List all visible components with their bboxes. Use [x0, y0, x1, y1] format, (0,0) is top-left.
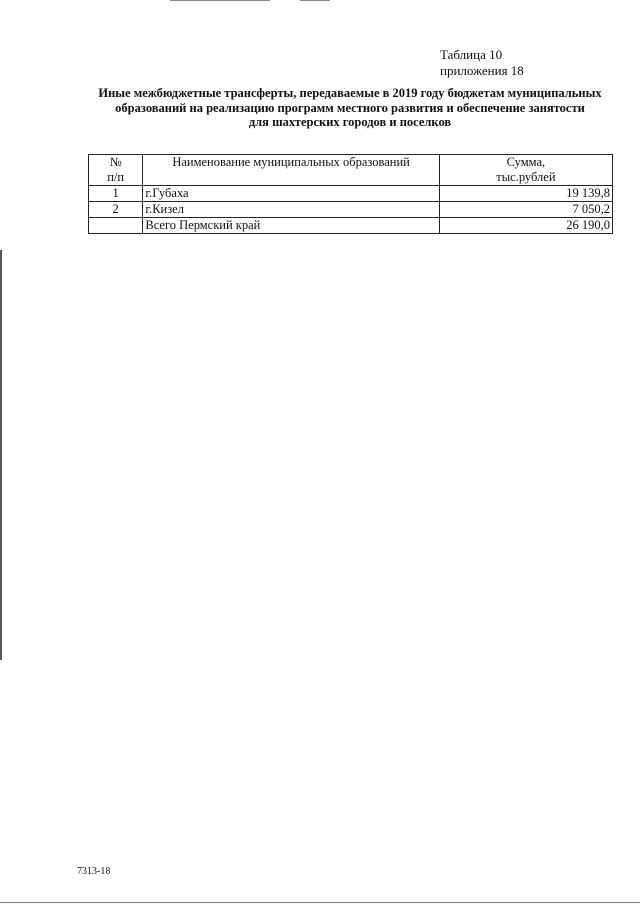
scan-top-mark [170, 0, 270, 1]
column-header-sum-line2: тыс.рублей [496, 170, 556, 184]
appendix-label: приложения 18 [440, 63, 524, 78]
table-header-row [89, 155, 613, 186]
column-header-number-line1: № [109, 155, 122, 169]
scan-top-mark [300, 0, 330, 1]
scan-bottom-line [0, 902, 640, 903]
row-number: 2 [89, 202, 143, 218]
title-line-3: для шахтерских городов и поселков [248, 115, 452, 129]
column-header-number [89, 155, 143, 186]
column-header-name-text: Наименование муниципальных образований [172, 155, 410, 169]
document-code: 7313-18 [77, 866, 111, 877]
column-header-name [143, 155, 439, 186]
municipality-name: г.Кизел [143, 202, 439, 218]
transfer-sum: 19 139,8 [439, 186, 612, 202]
scan-left-edge [0, 250, 2, 660]
total-sum: 26 190,0 [439, 218, 612, 234]
transfer-sum: 7 050,2 [439, 202, 612, 218]
title-line-1: Иные межбюджетные трансферты, передаваемые в 2019 году бюджетам муниципальных [98, 86, 602, 100]
total-row-number [89, 218, 143, 234]
column-header-sum [439, 155, 612, 186]
total-label: Всего Пермский край [143, 218, 439, 234]
table-total-row [89, 218, 613, 234]
column-header-number-line2: п/п [107, 170, 125, 184]
row-number: 1 [89, 186, 143, 202]
table-reference [440, 47, 524, 79]
municipality-name: г.Губаха [143, 186, 439, 202]
transfers-table [88, 154, 613, 234]
title-line-2: образований на реализацию программ местного развития и обеспечение занятости [115, 100, 585, 115]
column-header-sum-line1: Сумма, [506, 155, 546, 169]
table-row [89, 186, 613, 202]
document-title [60, 86, 640, 130]
table-row [89, 202, 613, 218]
table-number-label: Таблица 10 [440, 47, 503, 62]
